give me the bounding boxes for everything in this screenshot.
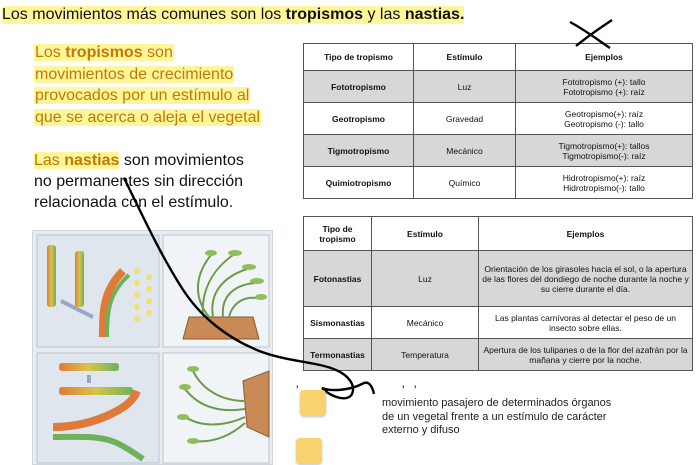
- ejemplo-2: Hidrotropismo(-): tallo: [563, 182, 645, 193]
- red-mark: ': [296, 384, 299, 396]
- row-tipo: Fototropismo: [304, 71, 414, 103]
- nastias-pre: Las: [34, 152, 65, 169]
- nastias-bold: nastias: [64, 152, 120, 169]
- annotation-arrow: [124, 178, 374, 398]
- nastias-line3: relacionada con el estímulo.: [34, 194, 234, 211]
- row-estimulo: Químico: [414, 167, 516, 199]
- nastias-line2: no permanentes sin dirección: [34, 173, 244, 190]
- red-mark: ': [402, 384, 405, 396]
- title-prefix: Los movimientos más comunes son los: [2, 6, 286, 23]
- row-tipo: Quimiotropismo: [304, 167, 414, 199]
- row-tipo: Sismonastias: [304, 307, 372, 339]
- row-ejemplos: Apertura de los tulipanes o de la flor del azafrán por la mañana y cierre por la noche.: [479, 339, 693, 371]
- red-mark: ': [414, 384, 417, 396]
- header-tipo: Tipo de tropismo: [304, 217, 372, 251]
- tropismos-bold: tropismos: [65, 44, 143, 61]
- header-estimulo: Estímulo: [414, 44, 516, 71]
- row-ejemplos: Orientación de los girasoles hacia el sol, o la apertura de las flores del dondiego de noche durante la noche y su cierre durante el día.: [479, 251, 693, 307]
- tropismos-line2: movimientos de crecimiento: [35, 65, 234, 83]
- tropismos-pre: Los: [35, 44, 66, 61]
- tropismos-line4: que se acerca o aleja el vegetal: [35, 108, 261, 126]
- row-tipo: Geotropismo: [304, 103, 414, 135]
- title-mid: y las: [363, 6, 405, 23]
- row-estimulo: Mecánico: [414, 135, 516, 167]
- row-estimulo: Luz: [372, 251, 479, 307]
- row-tipo: Tigmotropismo: [304, 135, 414, 167]
- row-ejemplos: Las plantas carnívoras al detectar el peso de un insecto sobre ellas.: [479, 307, 693, 339]
- tropismos-line3: provocados por un estímulo al: [35, 87, 250, 104]
- header-estimulo: Estímulo: [372, 217, 479, 251]
- row-tipo: Fotonastias: [304, 251, 372, 307]
- header-ejemplos: Ejemplos: [516, 44, 693, 71]
- row-estimulo: Gravedad: [414, 103, 516, 135]
- tropismos-line1: son: [142, 44, 173, 61]
- annotation-note: movimiento pasajero de determinados órganos de un vegetal frente a un estímulo de carácter externo y difuso: [382, 397, 612, 436]
- ejemplo-1: Fototropismo (+): tallo: [562, 76, 646, 87]
- row-estimulo: Temperatura: [372, 339, 479, 371]
- title-tropismos: tropismos: [285, 6, 364, 23]
- title-nastias: nastias.: [404, 6, 465, 23]
- sticky-note-icon[interactable]: [296, 438, 322, 464]
- sticky-note-icon[interactable]: [300, 390, 326, 416]
- header-ejemplos: Ejemplos: [479, 217, 693, 251]
- ejemplo-2: Tigmotropismo(-): raíz: [562, 150, 646, 161]
- ejemplo-1: Geotropismo(+): raíz: [564, 108, 644, 119]
- header-tipo: Tipo de tropismo: [304, 44, 414, 71]
- row-estimulo: Luz: [414, 71, 516, 103]
- ejemplo-2: Fototropismo (+): raíz: [563, 86, 645, 97]
- ejemplo-1: Tigmotropismo(+): tallos: [558, 140, 650, 151]
- ejemplo-2: Geotropismo (-): tallo: [564, 118, 644, 129]
- row-estimulo: Mecánico: [372, 307, 479, 339]
- nastias-line1: son movimientos: [119, 152, 244, 169]
- row-tipo: Termonastias: [304, 339, 372, 371]
- ejemplo-1: Hidrotropismo(+): raíz: [562, 172, 646, 183]
